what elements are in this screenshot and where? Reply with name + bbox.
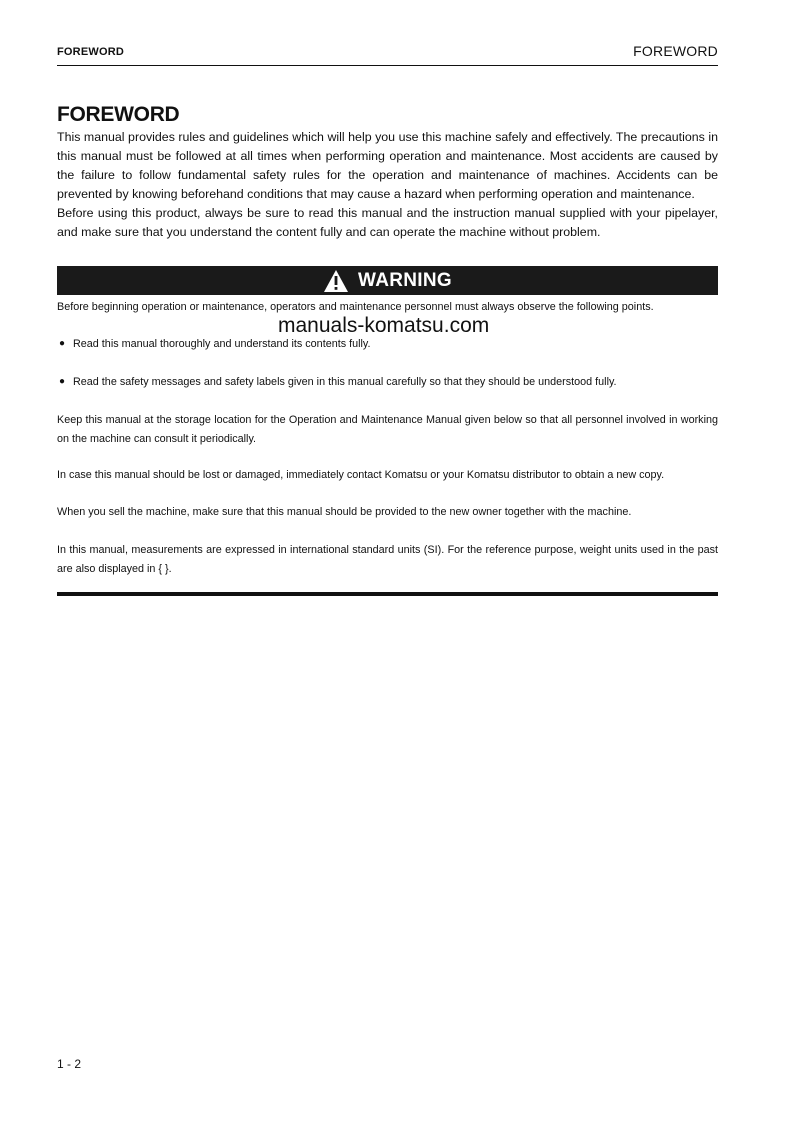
- intro-paragraph-1: This manual provides rules and guidelines which will help you use this machine safely and effectively. The precautions in this manual must be followed at all times when performing operation and maintenance. Most accidents are caused by the failure to follow fundamental safety rules for the operation and maintenance of machines. Accidents can be prevented by knowing beforehand conditions that may cause a hazard when performing operation and maintenance.: [57, 130, 718, 201]
- page-number: 1 - 2: [57, 1057, 82, 1071]
- header-section-title-left: FOREWORD: [57, 46, 124, 58]
- storage-paragraph: Keep this manual at the storage location for the Operation and Maintenance Manual given below so that all personnel involved in working on the machine can consult it periodically.: [57, 414, 718, 445]
- warning-lead-text: Before beginning operation or maintenance, operators and maintenance personnel must always observe the following points.: [57, 301, 654, 313]
- header-section-title-right: FOREWORD: [633, 43, 718, 59]
- intro-text: [57, 128, 718, 241]
- header-divider: [57, 65, 718, 66]
- units-paragraph: In this manual, measurements are expressed in international standard units (SI). For the reference purpose, weight units used in the past are also displayed in { }.: [57, 544, 718, 575]
- sell-machine-paragraph: When you sell the machine, make sure that this manual should be provided to the new owner together with the machine.: [57, 506, 632, 518]
- watermark: manuals-komatsu.com: [278, 314, 490, 337]
- warning-end-divider: [57, 592, 718, 596]
- bullet-text: Read the safety messages and safety labels given in this manual carefully so that they should be understood fully.: [73, 376, 617, 388]
- page-title: FOREWORD: [57, 103, 180, 126]
- intro-paragraph-2: Before using this product, always be sure to read this manual and the instruction manual supplied with your pipelayer, and make sure that you understand the content fully and can operate the machine without problem.: [57, 205, 718, 239]
- list-item: [59, 335, 719, 354]
- warning-banner: [57, 266, 718, 295]
- warning-label: WARNING: [358, 269, 452, 291]
- list-item: [59, 373, 719, 392]
- lost-manual-paragraph: In case this manual should be lost or damaged, immediately contact Komatsu or your Komatsu distributor to obtain a new copy.: [57, 469, 665, 481]
- warning-triangle-icon: [323, 269, 349, 293]
- bullet-icon: ●: [59, 338, 66, 349]
- bullet-icon: ●: [59, 376, 66, 387]
- bullet-text: Read this manual thoroughly and understand its contents fully.: [73, 338, 371, 350]
